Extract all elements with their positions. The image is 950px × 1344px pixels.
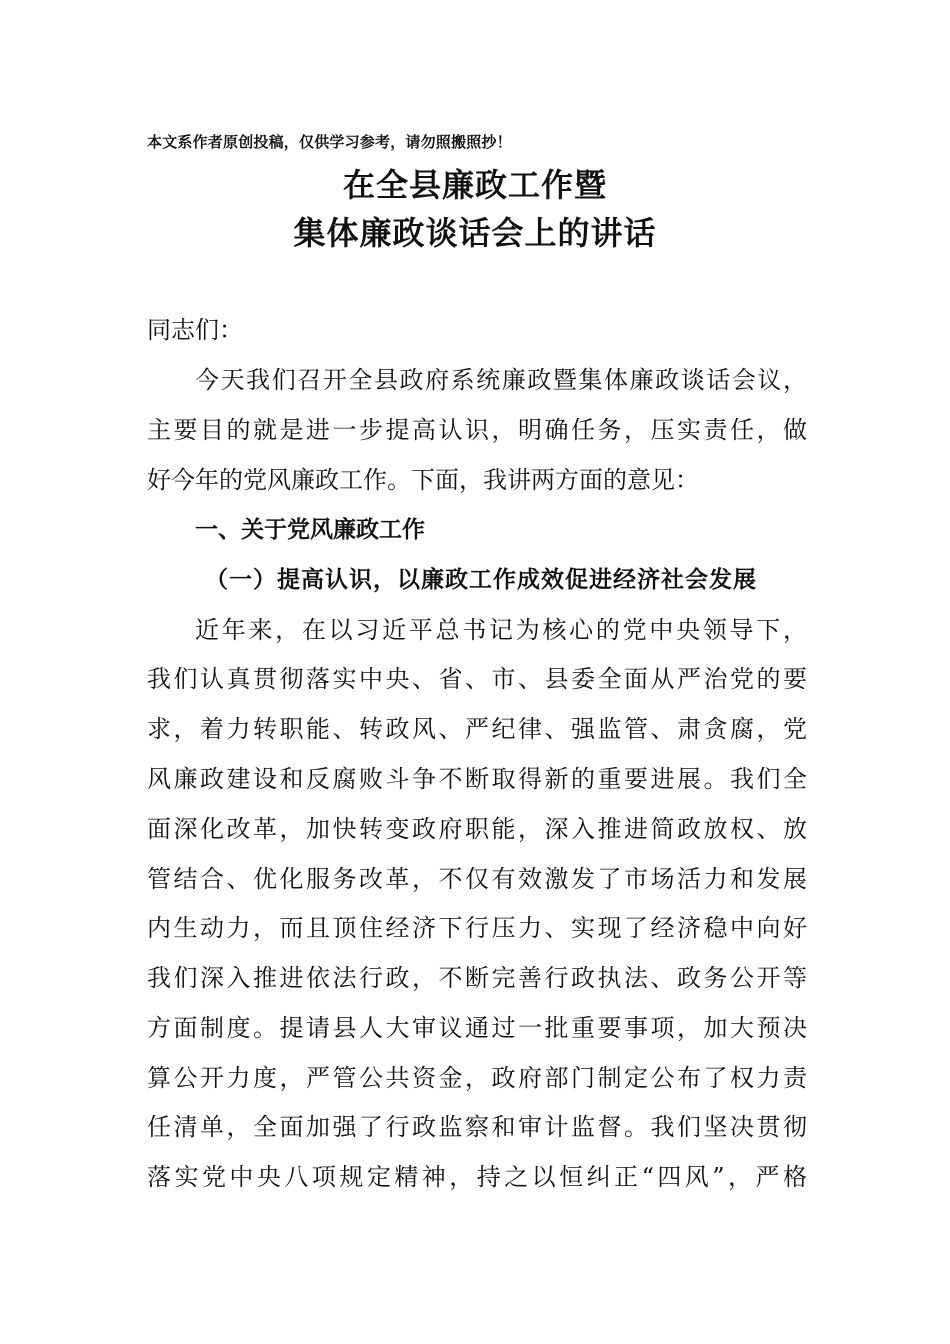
body-line: 任清单，全面加强了行政监察和审计监督。我们坚决贯彻 <box>147 1113 807 1141</box>
body-line: 近年来，在以习近平总书记为核心的党中央领导下， <box>195 616 807 644</box>
copyright-notice: 本文系作者原创投稿，仅供学习参考，请勿照搬照抄！ <box>147 133 512 151</box>
body-line: 主要目的就是进一步提高认识，明确任务，压实责任，做 <box>147 416 807 444</box>
body-line: 风廉政建设和反腐败斗争不断取得新的重要进展。我们全 <box>147 765 807 793</box>
document-title-line-1: 在全县廉政工作暨 <box>342 166 607 204</box>
body-line: 内生动力，而且顶住经济下行压力、实现了经济稳中向好 <box>147 914 807 942</box>
document-title-line-2: 集体廉政谈话会上的讲话 <box>293 214 657 252</box>
body-line: 算公开力度，严管公共资金，政府部门制定公布了权力责 <box>147 1064 807 1092</box>
section-heading: 一、关于党风廉政工作 <box>195 517 425 543</box>
salutation: 同志们： <box>147 316 243 344</box>
body-line: 方面制度。提请县人大审议通过一批重要事项，加大预决 <box>147 1014 807 1042</box>
body-line: 管结合、优化服务改革，不仅有效激发了市场活力和发展 <box>147 865 807 893</box>
body-line: 面深化改革，加快转变政府职能，深入推进简政放权、放 <box>147 815 807 843</box>
subsection-heading: （一）提高认识，以廉政工作成效促进经济社会发展 <box>205 566 757 593</box>
body-line: 我们深入推进依法行政，不断完善行政执法、政务公开等 <box>147 964 807 992</box>
body-line: 今天我们召开全县政府系统廉政暨集体廉政谈话会议， <box>195 366 807 394</box>
body-line: 求，着力转职能、转政风、严纪律、强监管、肃贪腐，党 <box>147 715 807 743</box>
body-line: 落实党中央八项规定精神，持之以恒纠正“四风”，严格 <box>147 1163 807 1191</box>
body-line: 我们认真贯彻落实中央、省、市、县委全面从严治党的要 <box>147 665 807 693</box>
body-line: 好今年的党风廉政工作。下面，我讲两方面的意见： <box>147 466 699 494</box>
